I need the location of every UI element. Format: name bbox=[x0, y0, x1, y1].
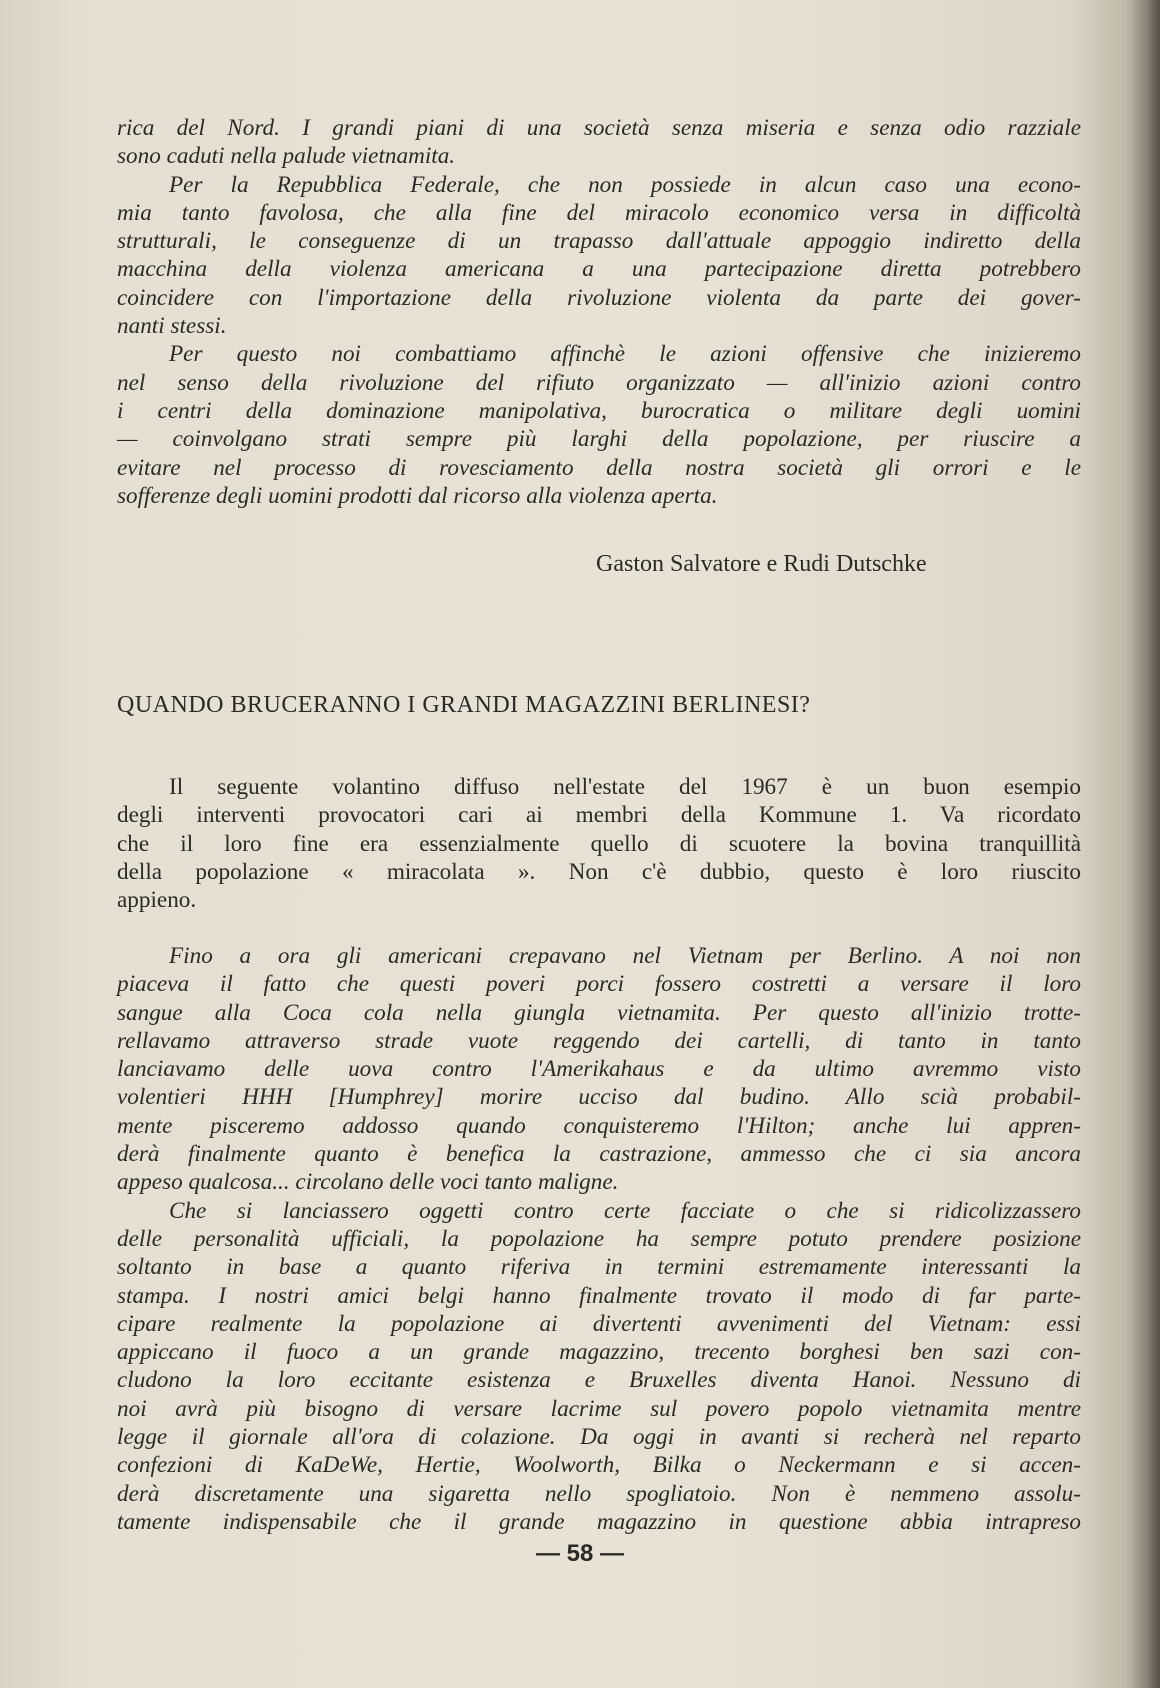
text-line: strutturali, le conseguenze di un trapasso dall'attuale appoggio indiretto della bbox=[117, 228, 1081, 255]
page-edge-shadow bbox=[1130, 0, 1160, 1688]
leaflet-text bbox=[117, 942, 1081, 1536]
text-line: cludono la loro eccitante esistenza e Bruxelles diventa Hanoi. Nessuno di bbox=[117, 1367, 1081, 1394]
text-line: noi avrà più bisogno di versare lacrime sul povero popolo vietnamita mentre bbox=[117, 1395, 1081, 1422]
text-line: mia tanto favolosa, che alla fine del miracolo economico versa in difficoltà bbox=[117, 199, 1081, 226]
text-line: tamente indispensabile che il grande magazzino in questione abbia intrapreso bbox=[117, 1508, 1081, 1535]
text-line: che il loro fine era essenzialmente quello di scuotere la bovina tranquillità bbox=[117, 830, 1081, 857]
text-line: volentieri HHH [Humphrey] morire ucciso dal budino. Allo scià probabil- bbox=[117, 1084, 1081, 1111]
text-line: appieno. bbox=[117, 887, 197, 914]
text-line: mente pisceremo addosso quando conquisteremo l'Hilton; anche lui appren- bbox=[117, 1112, 1081, 1139]
text-line: cipare realmente la popolazione ai divertenti avvenimenti del Vietnam: essi bbox=[117, 1310, 1081, 1337]
text-line: rellavamo attraverso strade vuote reggendo dei cartelli, di tanto in tanto bbox=[117, 1027, 1081, 1054]
text-line: Fino a ora gli americani crepavano nel Vietnam per Berlino. A noi non bbox=[169, 943, 1081, 969]
text-line: derà finalmente quanto è benefica la castrazione, ammesso che ci sia ancora bbox=[117, 1141, 1081, 1168]
text-line: sofferenze degli uomini prodotti dal ricorso alla violenza aperta. bbox=[117, 482, 718, 509]
text-line: delle personalità ufficiali, la popolazione ha sempre potuto prendere posizione bbox=[117, 1225, 1081, 1252]
text-line: sangue alla Coca cola nella giungla vietnamita. Per questo all'inizio trotte- bbox=[117, 999, 1081, 1026]
text-line: Per questo noi combattiamo affinchè le azioni offensive che inizieremo bbox=[169, 341, 1081, 368]
text-line: i centri della dominazione manipolativa, burocratica o militare degli uomini bbox=[117, 397, 1081, 424]
text-line: appeso qualcosa... circolano delle voci tanto maligne. bbox=[117, 1169, 619, 1196]
text-line: soltanto in base a quanto riferiva in termini estremamente interessanti la bbox=[117, 1254, 1081, 1281]
page-number: — 58 — bbox=[535, 1540, 625, 1567]
text-line: derà discretamente una sigaretta nello spogliatoio. Non è nemmeno assolu- bbox=[117, 1480, 1081, 1507]
text-line: stampa. I nostri amici belgi hanno finalmente trovato il modo di far parte- bbox=[117, 1282, 1081, 1309]
text-line: nanti stessi. bbox=[117, 313, 227, 340]
text-line: coincidere con l'importazione della rivoluzione violenta da parte dei gover- bbox=[117, 284, 1081, 311]
text-line: Per la Repubblica Federale, che non possiede in alcun caso una econo- bbox=[169, 171, 1081, 198]
text-line: Il seguente volantino diffuso nell'estate del 1967 è un buon esempio bbox=[169, 774, 1081, 800]
text-line: confezioni di KaDeWe, Hertie, Woolworth, Bilka o Neckermann e si accen- bbox=[117, 1452, 1081, 1479]
text-line: nel senso della rivoluzione del rifiuto organizzato — all'inizio azioni contro bbox=[117, 369, 1081, 396]
text-line: appiccano il fuoco a un grande magazzino, trecento borghesi ben sazi con- bbox=[117, 1339, 1081, 1366]
text-line: rica del Nord. I grandi piani di una società senza miseria e senza odio razziale bbox=[117, 115, 1081, 141]
text-line: sono caduti nella palude vietnamita. bbox=[117, 143, 456, 170]
text-line: Che si lanciassero oggetti contro certe facciate o che si ridicolizzassero bbox=[169, 1197, 1081, 1224]
intro-paragraph bbox=[117, 773, 1081, 914]
text-line: evitare nel processo di rovesciamento della nostra società gli orrori e le bbox=[117, 454, 1081, 481]
signature: Gaston Salvatore e Rudi Dutschke bbox=[596, 551, 927, 577]
text-line: lanciavamo delle uova contro l'Amerikahaus e da ultimo avremmo visto bbox=[117, 1056, 1081, 1083]
text-line: piaceva il fatto che questi poveri porci fossero costretti a versare il loro bbox=[117, 971, 1081, 998]
section-heading: QUANDO BRUCERANNO I GRANDI MAGAZZINI BERLINESI? bbox=[117, 692, 811, 718]
text-line: — coinvolgano strati sempre più larghi della popolazione, per riuscire a bbox=[117, 426, 1081, 453]
text-block-top bbox=[117, 114, 1081, 510]
text-line: legge il giornale all'ora di colazione. Da oggi in avanti si recherà nel reparto bbox=[117, 1424, 1081, 1451]
text-line: della popolazione « miracolata ». Non c'è dubbio, questo è loro riuscito bbox=[117, 858, 1081, 885]
text-line: degli interventi provocatori cari ai membri della Kommune 1. Va ricordato bbox=[117, 802, 1081, 829]
text-line: macchina della violenza americana a una partecipazione diretta potrebbero bbox=[117, 256, 1081, 283]
